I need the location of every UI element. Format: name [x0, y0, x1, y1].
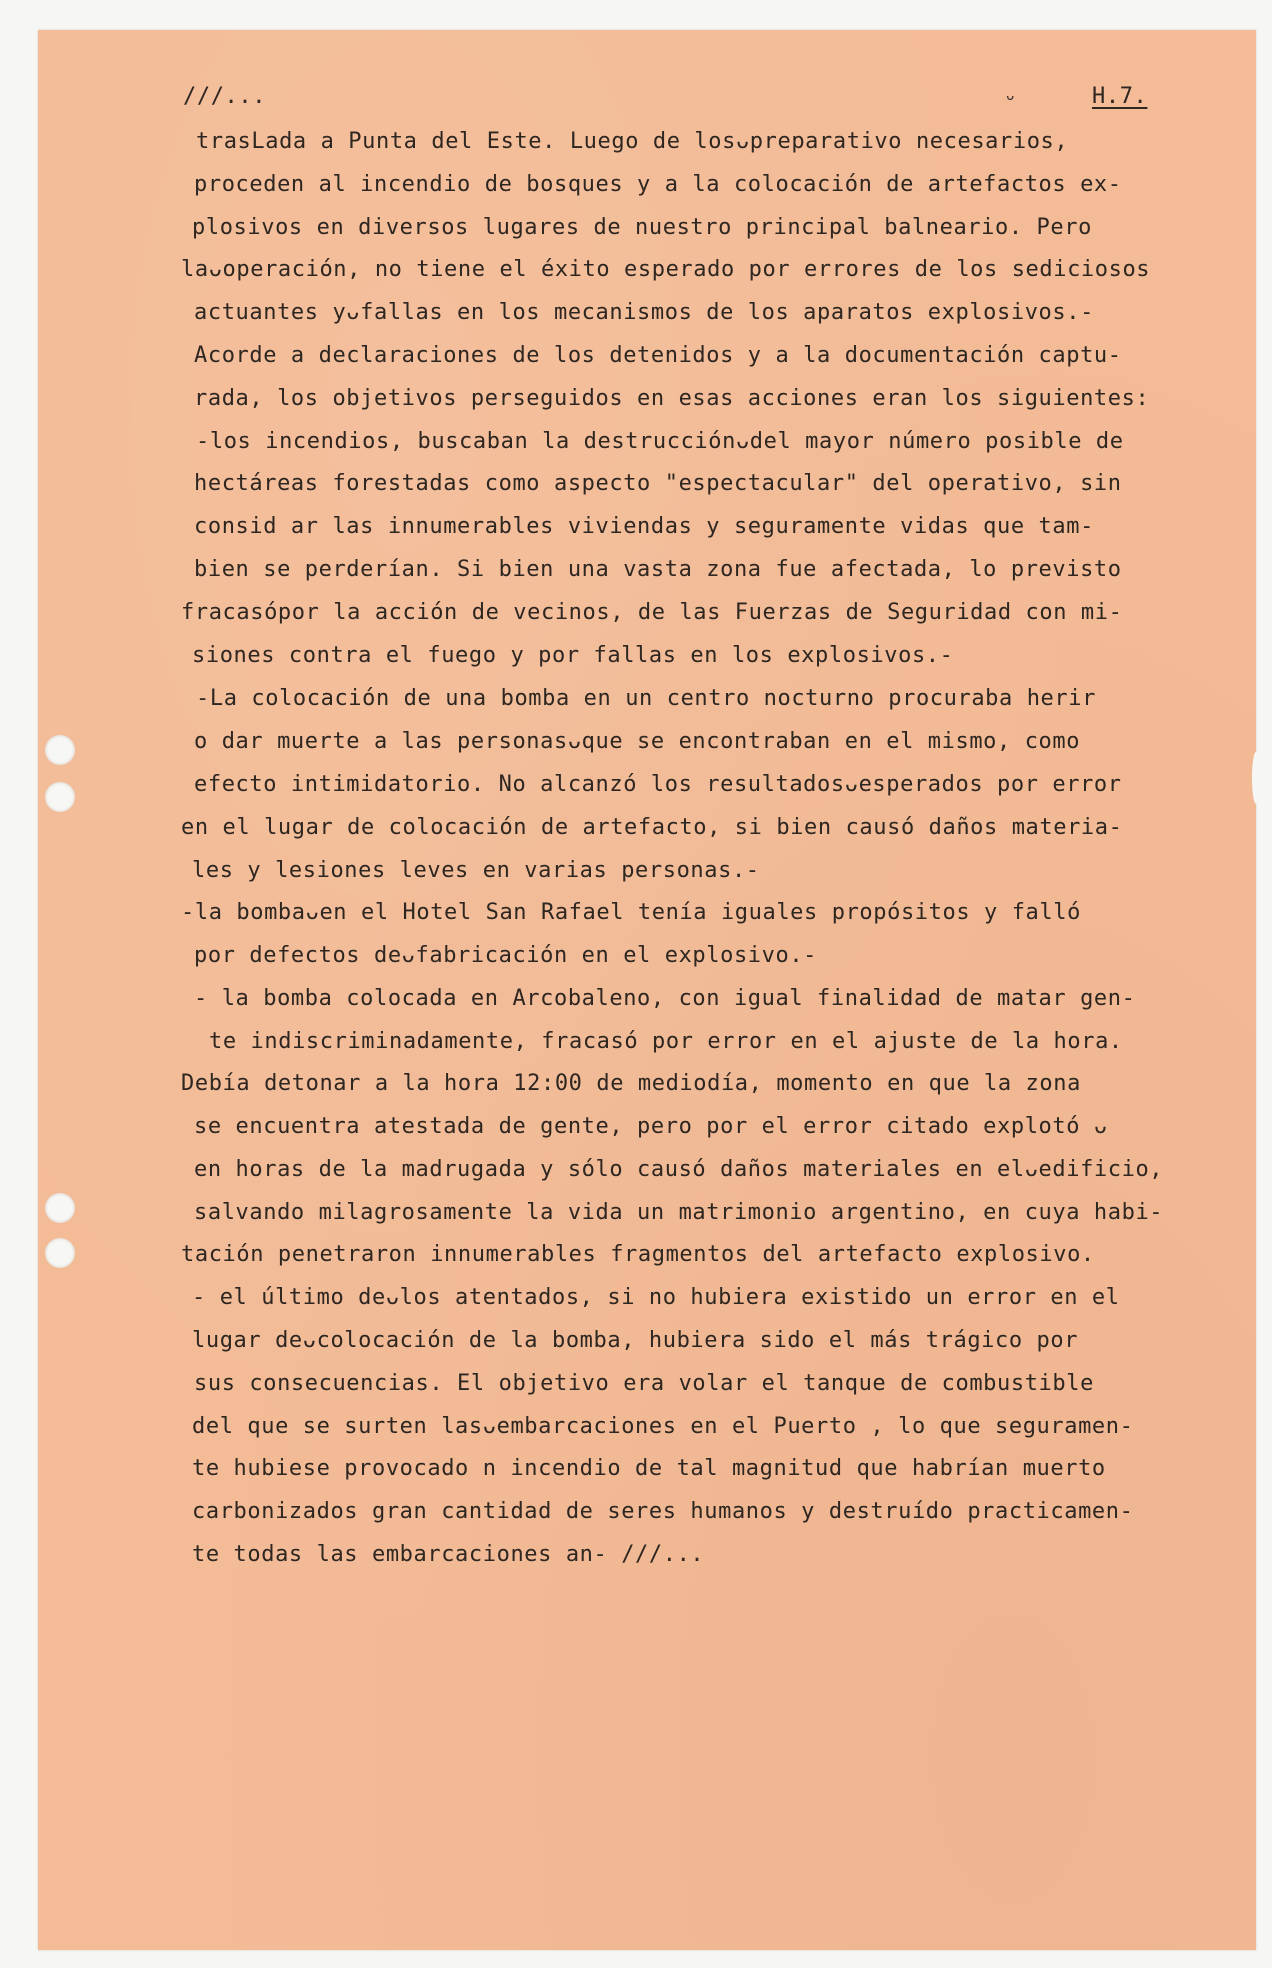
text-line: - la bomba colocada en Arcobaleno, con igual finalidad de matar gen- — [194, 986, 1136, 1011]
punch-hole — [45, 735, 75, 765]
text-line: -La colocación de una bomba en un centro nocturno procuraba herir — [196, 686, 1096, 711]
punch-hole — [45, 1238, 75, 1268]
text-line: Acorde a declaraciones de los detenidos y a la documentación captu- — [194, 343, 1122, 368]
text-line: laᴗoperación, no tiene el éxito esperado por errores de los sediciosos — [181, 257, 1151, 282]
punch-hole — [45, 782, 75, 812]
punch-hole — [45, 1193, 75, 1223]
text-line: se encuentra atestada de gente, pero por el error citado explotó ᴗ — [194, 1114, 1108, 1139]
text-line: del que se surten lasᴗembarcaciones en el Puerto , lo que seguramen- — [192, 1414, 1134, 1439]
text-line: lugar deᴗcolocación de la bomba, hubiera sido el más trágico por — [192, 1328, 1079, 1353]
text-line: te indiscriminadamente, fracasó por error en el ajuste de la hora. — [209, 1029, 1123, 1054]
text-line: te hubiese provocado n incendio de tal magnitud que habrían muerto — [192, 1456, 1106, 1481]
text-line: tación penetraron innumerables fragmentos del artefacto explosivo. — [181, 1242, 1095, 1267]
text-line: carbonizados gran cantidad de seres humanos y destruído practicamen- — [192, 1499, 1134, 1524]
text-line: por defectos deᴗfabricación en el explosivo.- — [194, 943, 818, 968]
text-line: sus consecuencias. El objetivo era volar el tanque de combustible — [194, 1371, 1094, 1396]
text-line: en horas de la madrugada y sólo causó daños materiales en elᴗedificio, — [194, 1157, 1164, 1182]
text-line: siones contra el fuego y por fallas en los explosivos.- — [192, 643, 954, 668]
text-line: trasLada a Punta del Este. Luego de losᴗpreparativo necesarios, — [196, 129, 1069, 154]
text-line: consid ar las innumerables viviendas y seguramente vidas que tam- — [194, 514, 1094, 539]
text-line: Debía detonar a la hora 12:00 de mediodía, momento en que la zona — [181, 1071, 1081, 1096]
text-line: bien se perderían. Si bien una vasta zona fue afectada, lo previsto — [194, 557, 1122, 582]
page-reference: H.7. — [1092, 84, 1148, 109]
text-line: hectáreas forestadas como aspecto "espectacular" del operativo, sin — [194, 471, 1122, 496]
text-line: efecto intimidatorio. No alcanzó los resultadosᴗesperados por error — [194, 772, 1122, 797]
text-line: o dar muerte a las personasᴗque se encontraban en el mismo, como — [194, 729, 1081, 754]
text-line: en el lugar de colocación de artefacto, si bien causó daños materia- — [181, 815, 1123, 840]
text-line: rada, los objetivos perseguidos en esas acciones eran los siguientes: — [194, 386, 1150, 411]
text-line: plosivos en diversos lugares de nuestro principal balneario. Pero — [192, 215, 1092, 240]
text-line: salvando milagrosamente la vida un matrimonio argentino, en cuya habi- — [194, 1200, 1164, 1225]
text-line: actuantes yᴗfallas en los mecanismos de los aparatos explosivos.- — [194, 300, 1094, 325]
text-line: te todas las embarcaciones an- ///... — [192, 1542, 705, 1567]
header-mark: ᴗ — [1006, 88, 1015, 104]
text-line: proceden al incendio de bosques y a la colocación de artefactos ex- — [194, 172, 1122, 197]
text-line: fracasópor la acción de vecinos, de las Fuerzas de Seguridad con mi- — [181, 600, 1123, 625]
text-line: -la bombaᴗen el Hotel San Rafael tenía iguales propósitos y falló — [181, 900, 1081, 925]
text-line: -los incendios, buscaban la destrucciónᴗdel mayor número posible de — [196, 429, 1124, 454]
paper-edge-nick — [1252, 752, 1260, 804]
continuation-marker: ///... — [183, 84, 267, 109]
text-line: les y lesiones leves en varias personas.- — [192, 858, 760, 883]
text-line: - el último deᴗlos atentados, si no hubiera existido un error en el — [192, 1285, 1120, 1310]
